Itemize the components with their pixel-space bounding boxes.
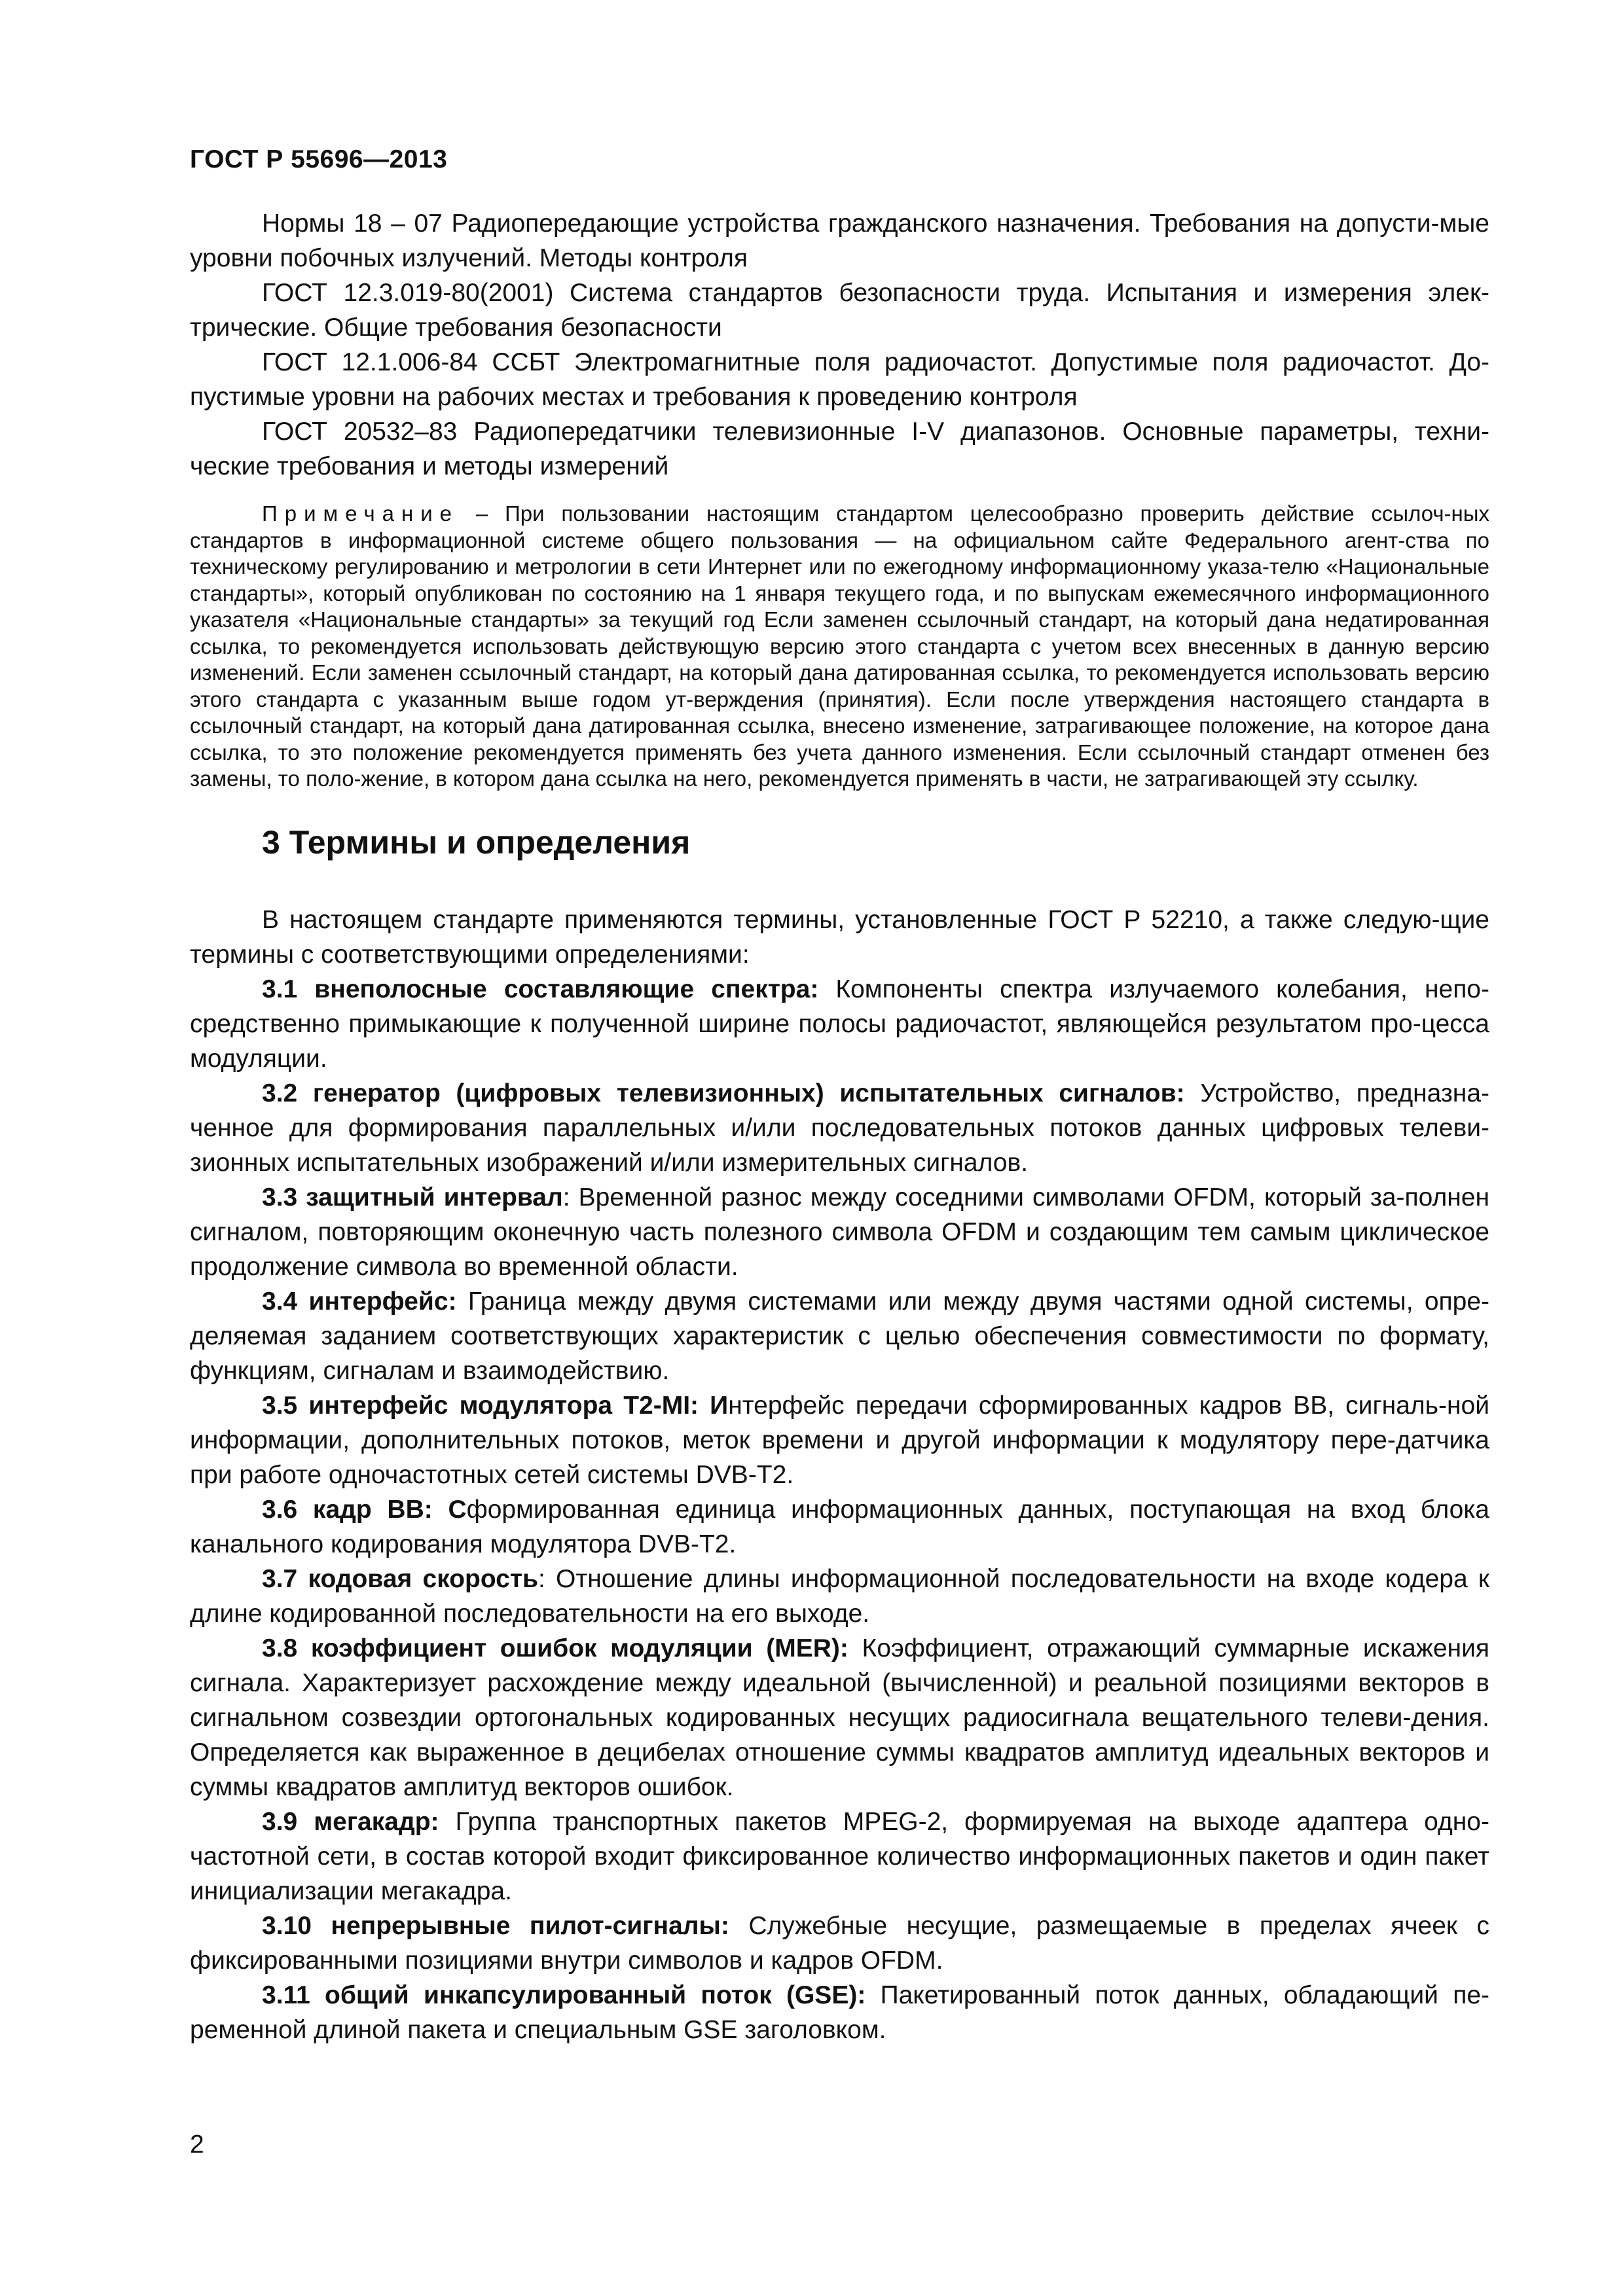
- term-label: 3.9 мегакадр:: [262, 1807, 439, 1836]
- term-text: Устройство, предназна-ченное для формирования параллельных и/или последовательных потоков данных цифровых телеви-зионных испытательных изображений и/или измерительных сигналов.: [190, 1079, 1489, 1177]
- term-text: : Временной разнос между соседними символами OFDM, который за-полнен сигналом, повторяющим оконечную часть полезного символа OFDM и создающим тем самым циклическое продолжение символа во временной области.: [190, 1183, 1489, 1281]
- term-label: 3.1 внеполосные составляющие спектра:: [262, 975, 819, 1003]
- reference-item: Нормы 18 – 07 Радиопередающие устройства гражданского назначения. Требования на допусти-мые уровни побочных излучений. Методы контроля: [190, 209, 1489, 272]
- reference-item: ГОСТ 20532–83 Радиопередатчики телевизионные I-V диапазонов. Основные параметры, техни-ческие требования и методы измерений: [190, 418, 1489, 480]
- section-heading: 3 Термины и определения: [262, 823, 691, 861]
- term-label: 3.10 непрерывные пилот-сигналы:: [262, 1911, 729, 1940]
- term-definition-3-7: [190, 1562, 1489, 1631]
- reference-item: ГОСТ 12.1.006-84 ССБТ Электромагнитные поля радиочастот. Допустимые поля радиочастот. До-пустимые уровни на рабочих местах и требования к проведению контроля: [190, 348, 1489, 411]
- term-label: 3.2 генератор (цифровых телевизионных) испытательных сигналов:: [262, 1079, 1185, 1107]
- term-definition-3-11: [190, 1978, 1489, 2047]
- term-text: Группа транспортных пакетов MPEG-2, формируемая на выходе адаптера одно-частотной сети, в состав которой входит фиксированное количество информационных пакетов и один пакет инициализации мегакадра.: [190, 1807, 1489, 1905]
- term-definition-3-1: [190, 972, 1489, 1076]
- term-text: Компоненты спектра излучаемого колебания, непо-средственно примыкающие к полученной ширине полосы радиочастот, являющейся результатом про-цесса модуляции.: [190, 975, 1489, 1073]
- term-definition-3-8: [190, 1631, 1489, 1804]
- term-text: формированная единица информационных данных, поступающая на вход блока канального кодирования модулятора DVB-T2.: [190, 1495, 1489, 1558]
- term-label: 3.11 общий инкапсулированный поток (GSE):: [262, 1981, 866, 2009]
- term-definition-3-3: [190, 1180, 1489, 1284]
- term-text: Служебные несущие, размещаемые в пределах ячеек с фиксированными позициями внутри символов и кадров OFDM.: [190, 1911, 1489, 1975]
- term-label: 3.6 кадр ВВ: С: [262, 1495, 467, 1524]
- term-definition-3-4: [190, 1284, 1489, 1388]
- document-code-header: ГОСТ Р 55696—2013: [190, 145, 448, 173]
- section-intro: В настоящем стандарте применяются термины, установленные ГОСТ Р 52210, а также следую-щие термины с соответствующими определениями:: [190, 905, 1489, 969]
- note-paragraph: [190, 501, 1489, 793]
- term-label: 3.4 интерфейс:: [262, 1287, 457, 1316]
- term-definition-3-6: [190, 1492, 1489, 1562]
- term-label: 3.5 интерфейс модулятора T2-MI: И: [262, 1391, 729, 1420]
- note-text: – При пользовании настоящим стандартом целесообразно проверить действие ссылоч-ных стандартов в информационной системе общего пользования — на официальном сайте Федерального агент-ства по техническому регулированию и метрологии в сети Интернет или по ежегодному информационному указа-телю «Национальные стандарты», который опубликован по состоянию на 1 января текущего года, и по выпускам ежемесячного информационного указателя «Национальные стандарты» за текущий год Если заменен ссылочный стандарт, на который дана недатированная ссылка, то рекомендуется использовать действующую версию этого стандарта с учетом всех внесенных в данную версию изменений. Если заменен ссылочный стандарт, на который дана датированная ссылка, то рекомендуется использовать версию этого стандарта с указанным выше годом ут-верждения (принятия). Если после утверждения настоящего стандарта в ссылочный стандарт, на который дана датированная ссылка, внесено изменение, затрагивающее положение, на которое дана ссылка, то это положение рекомендуется применять без учета данного изменения. Если ссылочный стандарт отменен без замены, то поло-жение, в котором дана ссылка на него, рекомендуется применять в части, не затрагивающей эту ссылку.: [190, 501, 1490, 791]
- term-definition-3-2: [190, 1076, 1489, 1180]
- term-text: : Отношение длины информационной последовательности на входе кодера к длине кодированной последовательности на его выходе.: [190, 1564, 1489, 1628]
- page-number: 2: [190, 2130, 204, 2159]
- term-text: Пакетированный поток данных, обладающий пе-ременной длиной пакета и специальным GSE заголовком.: [190, 1981, 1489, 2044]
- term-text: нтерфейс передачи сформированных кадров ВВ, сигналь-ной информации, дополнительных потоков, меток времени и другой информации к модулятору пере-датчика при работе одночастотных сетей системы DVB-T2.: [190, 1391, 1489, 1489]
- term-definition-3-10: [190, 1909, 1489, 1978]
- document-body: [190, 206, 1489, 2047]
- term-label: 3.3 защитный интервал: [262, 1183, 563, 1211]
- reference-item: ГОСТ 12.3.019-80(2001) Система стандартов безопасности труда. Испытания и измерения элек-трические. Общие требования безопасности: [190, 279, 1489, 342]
- term-text: Граница между двумя системами или между двумя частями одной системы, опре-деляемая заданием соответствующих характеристик с целью обеспечения совместимости по формату, функциям, сигналам и взаимодействию.: [190, 1287, 1489, 1385]
- term-definition-3-5: [190, 1388, 1489, 1492]
- term-label: 3.7 кодовая скорость: [262, 1564, 538, 1593]
- term-text: Коэффициент, отражающий суммарные искажения сигнала. Характеризует расхождение между идеальной (вычисленной) и реальной позициями векторов в сигнальном созвездии ортогональных кодированных несущих радиосигнала вещательного телеви-дения. Определяется как выраженное в децибелах отношение суммы квадратов амплитуд идеальных векторов и суммы квадратов амплитуд векторов ошибок.: [190, 1634, 1489, 1801]
- note-label: Примечание: [262, 501, 460, 526]
- term-label: 3.8 коэффициент ошибок модуляции (MER):: [262, 1634, 848, 1662]
- term-definition-3-9: [190, 1804, 1489, 1909]
